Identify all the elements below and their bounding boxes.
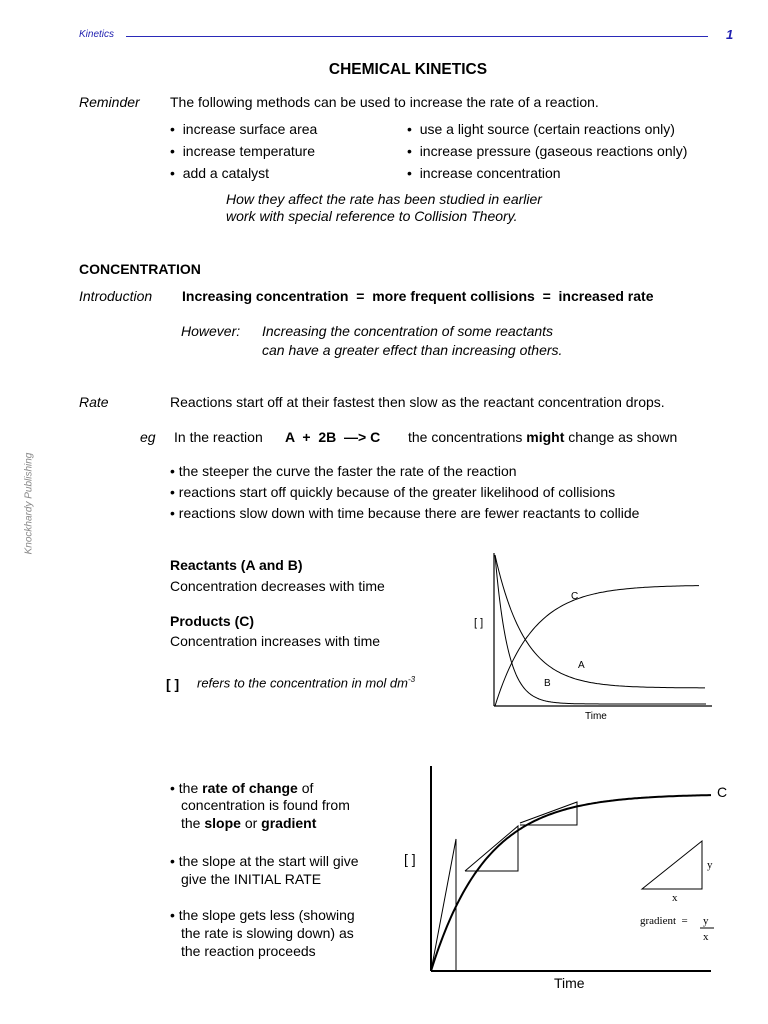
method-right-2: • increase pressure (gaseous reactions only) xyxy=(407,143,687,159)
inset-numerator: y xyxy=(703,915,709,927)
products-desc: Concentration increases with time xyxy=(170,633,381,649)
chart1-x-label: Time xyxy=(585,711,607,722)
slope-point-2-line-2: give the INITIAL RATE xyxy=(181,871,322,887)
products-heading: Products (C) xyxy=(170,613,254,629)
reaction-equation: A + 2B —> C xyxy=(285,429,381,445)
rate-point-3: • reactions slow down with time because there are fewer reactants to collide xyxy=(170,505,639,521)
page-number: 1 xyxy=(726,27,734,42)
slope-point-3-line-2: the rate is slowing down) as xyxy=(181,925,354,941)
method-right-1: • use a light source (certain reactions only) xyxy=(407,121,675,137)
series-c-label: C xyxy=(571,591,579,602)
rate-point-2: • reactions start off quickly because of the greater likelihood of collisions xyxy=(170,484,615,500)
point1-slope: slope xyxy=(204,815,241,831)
reminder-note-2: work with special reference to Collision Theory. xyxy=(226,208,518,224)
series-a-label: A xyxy=(578,660,585,671)
rate-label: Rate xyxy=(79,394,109,410)
bracket-note-superscript: -3 xyxy=(408,675,416,684)
reactants-desc: Concentration decreases with time xyxy=(170,578,385,594)
introduction-statement: Increasing concentration = more frequent collisions = increased rate xyxy=(182,288,654,304)
series-b-label: B xyxy=(544,678,551,689)
header-section-title: Kinetics xyxy=(79,29,115,40)
chart2-series-label: C xyxy=(717,784,728,800)
bracket-note-text: refers to the concentration in mol dm xyxy=(197,675,408,691)
inset-triangle xyxy=(642,841,702,889)
point1-gradient: gradient xyxy=(261,815,317,831)
point1-post: of xyxy=(301,780,314,796)
slope-triangle-initial xyxy=(431,839,456,971)
point2-text: the slope at the start will give xyxy=(178,853,359,869)
method-left-2: • increase temperature xyxy=(170,143,315,159)
introduction-label: Introduction xyxy=(79,288,153,304)
inset-y-label: y xyxy=(707,859,713,871)
eg-prefix: In the reaction xyxy=(174,429,263,445)
series-c-curve-large xyxy=(431,795,711,971)
rate-statement: Reactions start off at their fastest then slow as the reactant concentration drops. xyxy=(170,394,665,410)
however-label: However: xyxy=(181,323,241,339)
inset-denominator: x xyxy=(703,931,709,943)
point1-emphasis: rate of change xyxy=(202,780,298,796)
bracket-symbol: [ ] xyxy=(166,676,180,692)
reactants-heading: Reactants (A and B) xyxy=(170,557,303,573)
eg-suffix: change as shown xyxy=(568,429,678,445)
point1-pre: the xyxy=(178,780,199,796)
side-credit: Knockhardy Publishing xyxy=(23,452,35,555)
chart2-y-label: [ ] xyxy=(404,851,416,867)
page-title: CHEMICAL KINETICS xyxy=(328,61,488,78)
eg-middle: the concentrations xyxy=(408,429,523,445)
point1-line3-pre: the xyxy=(181,815,201,831)
rate-point-1: • the steeper the curve the faster the rate of the reaction xyxy=(170,463,517,479)
point2-bullet: • xyxy=(170,853,179,869)
point1-or: or xyxy=(244,815,258,831)
point1-bullet: • xyxy=(170,780,179,796)
method-right-3: • increase concentration xyxy=(407,165,561,181)
eg-label: eg xyxy=(140,429,156,445)
point3-bullet: • xyxy=(170,907,179,923)
slope-point-1-line-2: concentration is found from xyxy=(181,797,350,813)
however-line-2: can have a greater effect than increasing others. xyxy=(262,342,563,358)
concentration-heading: CONCENTRATION xyxy=(79,261,201,277)
reminder-note-1: How they affect the rate has been studied in earlier xyxy=(226,191,542,207)
inset-x-label: x xyxy=(672,892,678,904)
method-left-1: • increase surface area xyxy=(170,121,317,137)
however-line-1: Increasing the concentration of some reactants xyxy=(262,323,554,339)
eg-emphasis: might xyxy=(526,429,565,445)
reminder-intro: The following methods can be used to increase the rate of a reaction. xyxy=(170,94,599,110)
inset-gradient-label: gradient = xyxy=(640,915,688,927)
slope-triangle-2 xyxy=(465,826,518,871)
slope-triangle-3 xyxy=(520,802,577,825)
reminder-label: Reminder xyxy=(79,94,140,110)
chart2-x-label: Time xyxy=(554,975,585,991)
point3-text: the slope gets less (showing xyxy=(178,907,355,923)
method-left-3: • add a catalyst xyxy=(170,165,269,181)
chart1-y-label: [ ] xyxy=(474,617,484,629)
slope-point-3-line-3: the reaction proceeds xyxy=(181,943,316,959)
